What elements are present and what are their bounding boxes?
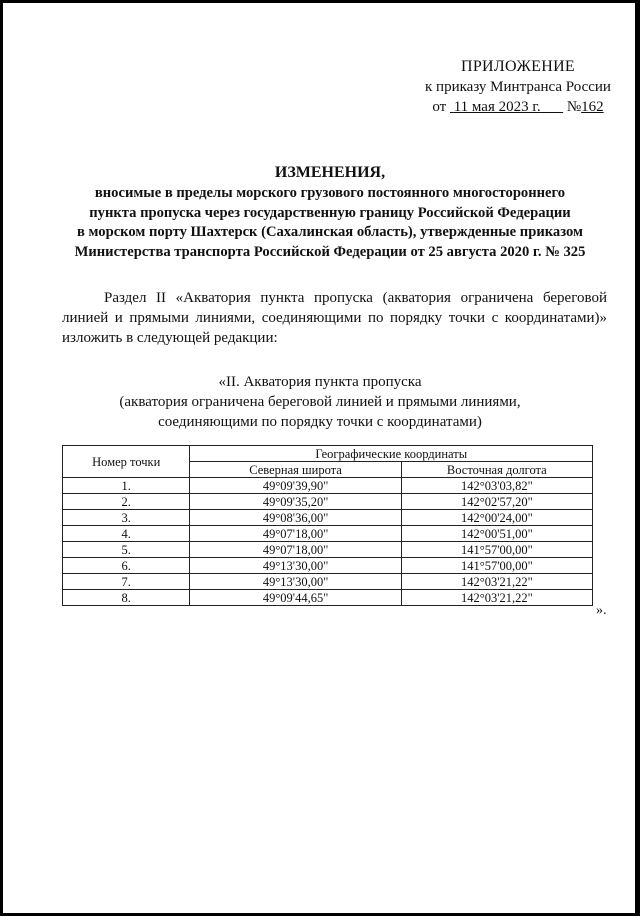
heading-line: Министерства транспорта Российской Федерации от 25 августа 2020 г. № 325: [74, 243, 586, 260]
table-row: [63, 526, 593, 542]
longitude: 142°00'51,00": [401, 526, 592, 542]
longitude: 142°02'57,20": [401, 494, 592, 510]
table-row: [63, 542, 593, 558]
longitude: 141°57'00,00": [401, 542, 592, 558]
appendix-title: ПРИЛОЖЕНИЕ: [460, 58, 575, 75]
point-number: 5.: [63, 542, 190, 558]
scan-border-top: [0, 0, 640, 3]
section-title-line: соединяющими по порядку точки с координатами): [158, 414, 482, 430]
latitude: 49°13'30,00": [190, 574, 401, 590]
latitude: 49°09'44,65": [190, 590, 401, 606]
header-geo-coords: Географические координаты: [190, 446, 593, 462]
point-number: 8.: [63, 590, 190, 606]
latitude: 49°07'18,00": [190, 526, 401, 542]
latitude: 49°07'18,00": [190, 542, 401, 558]
heading-line: пункта пропуска через государственную границу Российской Федерации: [89, 204, 571, 221]
point-number: 7.: [63, 574, 190, 590]
date-prefix: от: [432, 99, 447, 115]
point-number: 1.: [63, 478, 190, 494]
latitude: 49°09'39,90": [190, 478, 401, 494]
longitude: 142°03'21,22": [401, 574, 592, 590]
heading-line: в морском порту Шахтерск (Сахалинская область), утвержденные приказом: [77, 224, 583, 240]
header-point-number: Номер точки: [63, 446, 190, 478]
longitude: 142°03'03,82": [401, 478, 592, 494]
point-number: 6.: [63, 558, 190, 574]
order-number: 162: [581, 99, 604, 115]
table-row: [63, 510, 593, 526]
section-title-line: «II. Акватория пункта пропуска: [218, 374, 422, 390]
longitude: 141°57'00,00": [401, 558, 592, 574]
appendix-date-line: [420, 97, 616, 117]
table-row: [63, 494, 593, 510]
order-date: [450, 99, 563, 115]
header-north-lat: Северная широта: [190, 462, 401, 478]
table-row: [63, 558, 593, 574]
heading-line: вносимые в пределы морского грузового постоянного многостороннего: [94, 185, 566, 201]
header-east-lon: Восточная долгота: [401, 462, 592, 478]
paragraph-text: Раздел II «Акватория пункта пропуска (акватория ограничена береговой линией и прямыми линиями, соединяющими по порядку точки с координатами)» изложить в следующей редакции:: [62, 290, 607, 346]
table-row: [63, 574, 593, 590]
point-number: 2.: [63, 494, 190, 510]
table-row: [63, 590, 593, 606]
longitude: 142°00'24,00": [401, 510, 592, 526]
table-header-row: [63, 446, 593, 462]
body-paragraph: [62, 288, 607, 348]
scan-border-right: [635, 0, 640, 916]
heading-title: ИЗМЕНЕНИЯ,: [274, 164, 386, 181]
document-heading: [40, 162, 620, 262]
point-number: 3.: [63, 510, 190, 526]
section-title-line: (акватория ограничена береговой линией и прямыми линиями,: [119, 394, 521, 410]
longitude: 142°03'21,22": [401, 590, 592, 606]
number-prefix: №: [566, 99, 582, 115]
coordinates-table: [62, 445, 593, 606]
latitude: 49°08'36,00": [190, 510, 401, 526]
table-row: [63, 478, 593, 494]
latitude: 49°09'35,20": [190, 494, 401, 510]
point-number: 4.: [63, 526, 190, 542]
section-title: [60, 372, 580, 432]
appendix-block: [420, 57, 616, 117]
latitude: 49°13'30,00": [190, 558, 401, 574]
order-date-value: 11 мая 2023 г.: [453, 99, 541, 115]
scan-border-left: [0, 0, 3, 916]
closing-quote: ».: [596, 603, 607, 618]
appendix-order-ref: к приказу Минтранса России: [425, 79, 611, 95]
